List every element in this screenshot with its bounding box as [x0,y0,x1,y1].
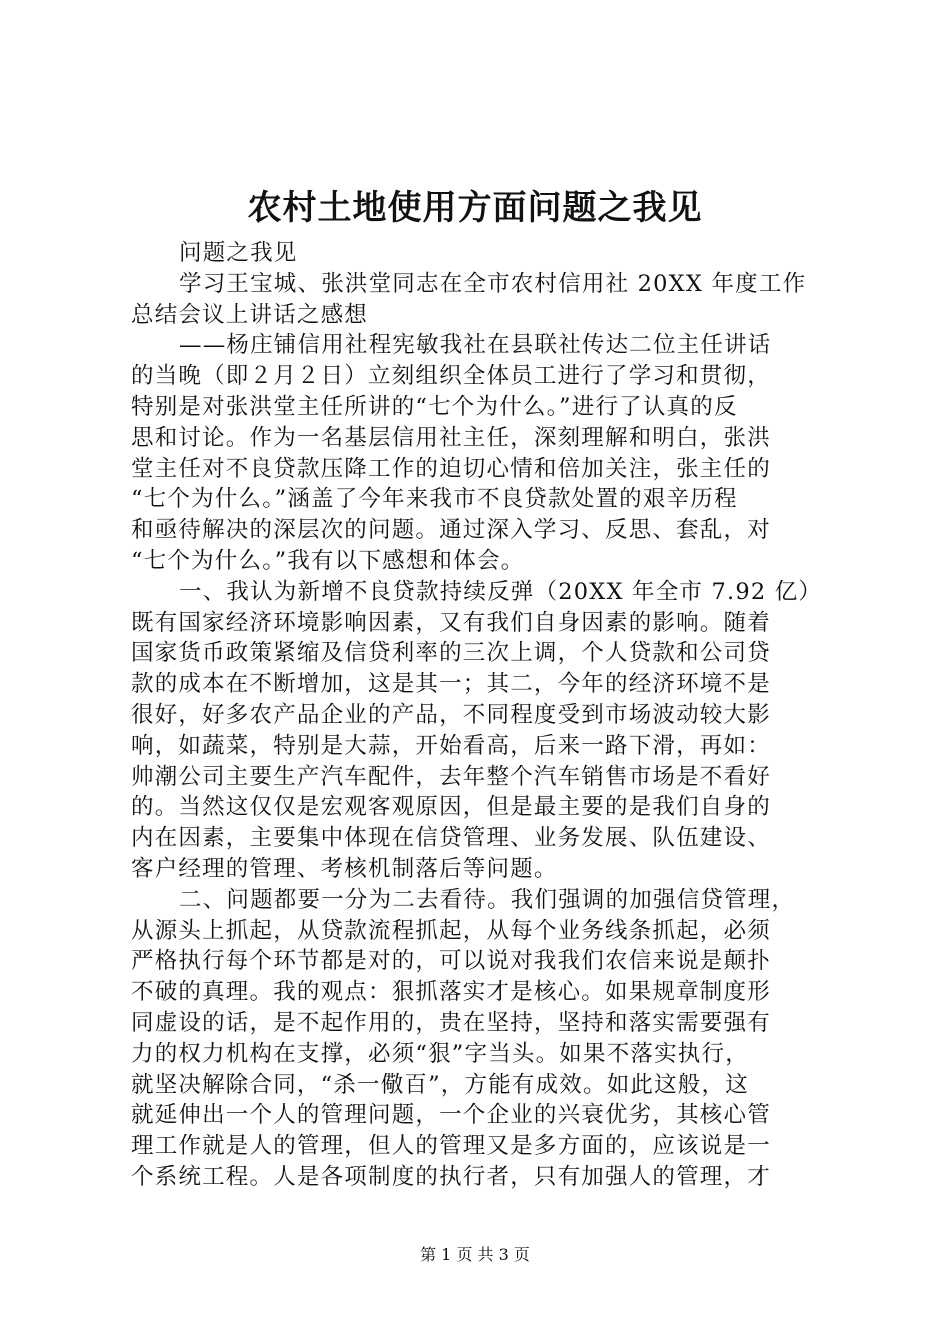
text-line: 问题之我见 [179,240,298,266]
text-line: “七个为什么。”我有以下感想和体会。 [131,547,525,574]
text-line: 响，如蔬菜，特别是大蒜，开始看高，后来一路下滑，再如： [131,732,771,759]
text-line: 理工作就是人的管理，但人的管理又是多方面的，应该说是一 [131,1133,771,1160]
text-line: 一、我认为新增不良贷款持续反弹（20XX 年全市 7.92 亿） [179,578,823,605]
text-line: 和亟待解决的深层次的问题。通过深入学习、反思、套乱，对 [131,517,771,544]
text-line: 就坚决解除合同，“杀一儆百”，方能有成效。如此这般，这 [131,1071,749,1098]
text-line: 的。当然这仅仅是宏观客观原因，但是最主要的是我们自身的 [131,794,771,821]
text-line: 很好，好多农产品企业的产品，不同程度受到市场波动较大影 [131,701,771,728]
text-line: “七个为什么。”涵盖了今年来我市不良贷款处置的艰辛历程 [131,486,738,513]
text-line: 堂主任对不良贷款压降工作的迫切心情和倍加关注，张主任的 [131,455,771,482]
text-line: 帅潮公司主要生产汽车配件，去年整个汽车销售市场是不看好 [131,763,771,790]
text-line: 从源头上抓起，从贷款流程抓起，从每个业务线条抓起，必须 [131,917,771,944]
text-line: 思和讨论。作为一名基层信用社主任，深刻理解和明白，张洪 [131,424,771,451]
text-line: 客户经理的管理、考核机制落后等问题。 [131,855,558,882]
text-line: 学习王宝城、张洪堂同志在全市农村信用社 20XX 年度工作 [179,270,807,297]
text-line: 个系统工程。人是各项制度的执行者，只有加强人的管理，才 [131,1163,771,1190]
text-line: 同虚设的话，是不起作用的，贵在坚持，坚持和落实需要强有 [131,1009,771,1036]
text-line: 既有国家经济环境影响因素，又有我们自身因素的影响。随着 [131,609,771,636]
text-line: 款的成本在不断增加，这是其一；其二，今年的经济环境不是 [131,671,771,698]
text-line: ——杨庄铺信用社程宪敏我社在县联社传达二位主任讲话 [179,332,772,359]
page-footer: 第 1 页 共 3 页 [420,1245,530,1264]
text-line: 二、问题都要一分为二去看待。我们强调的加强信贷管理， [179,886,796,913]
text-line: 力的权力机构在支撑，必须“狠”字当头。如果不落实执行， [131,1040,749,1067]
text-line: 严格执行每个环节都是对的，可以说对我我们农信来说是颠扑 [131,948,771,975]
document-body [131,238,831,1193]
text-line: 内在因素，主要集中体现在信贷管理、业务发展、队伍建设、 [131,825,771,852]
text-line: 的当晚（即２月２日）立刻组织全体员工进行了学习和贯彻， [131,363,771,390]
text-line: 国家货币政策紧缩及信贷利率的三次上调，个人贷款和公司贷 [131,640,771,667]
text-line: 就延伸出一个人的管理问题，一个企业的兴衰优劣，其核心管 [131,1102,771,1129]
text-line: 不破的真理。我的观点：狠抓落实才是核心。如果规章制度形 [131,979,771,1006]
text-line: 总结会议上讲话之感想 [131,301,369,328]
document-title: 农村土地使用方面问题之我见 [247,188,703,228]
text-line: 特别是对张洪堂主任所讲的“七个为什么。”进行了认真的反 [131,393,738,420]
